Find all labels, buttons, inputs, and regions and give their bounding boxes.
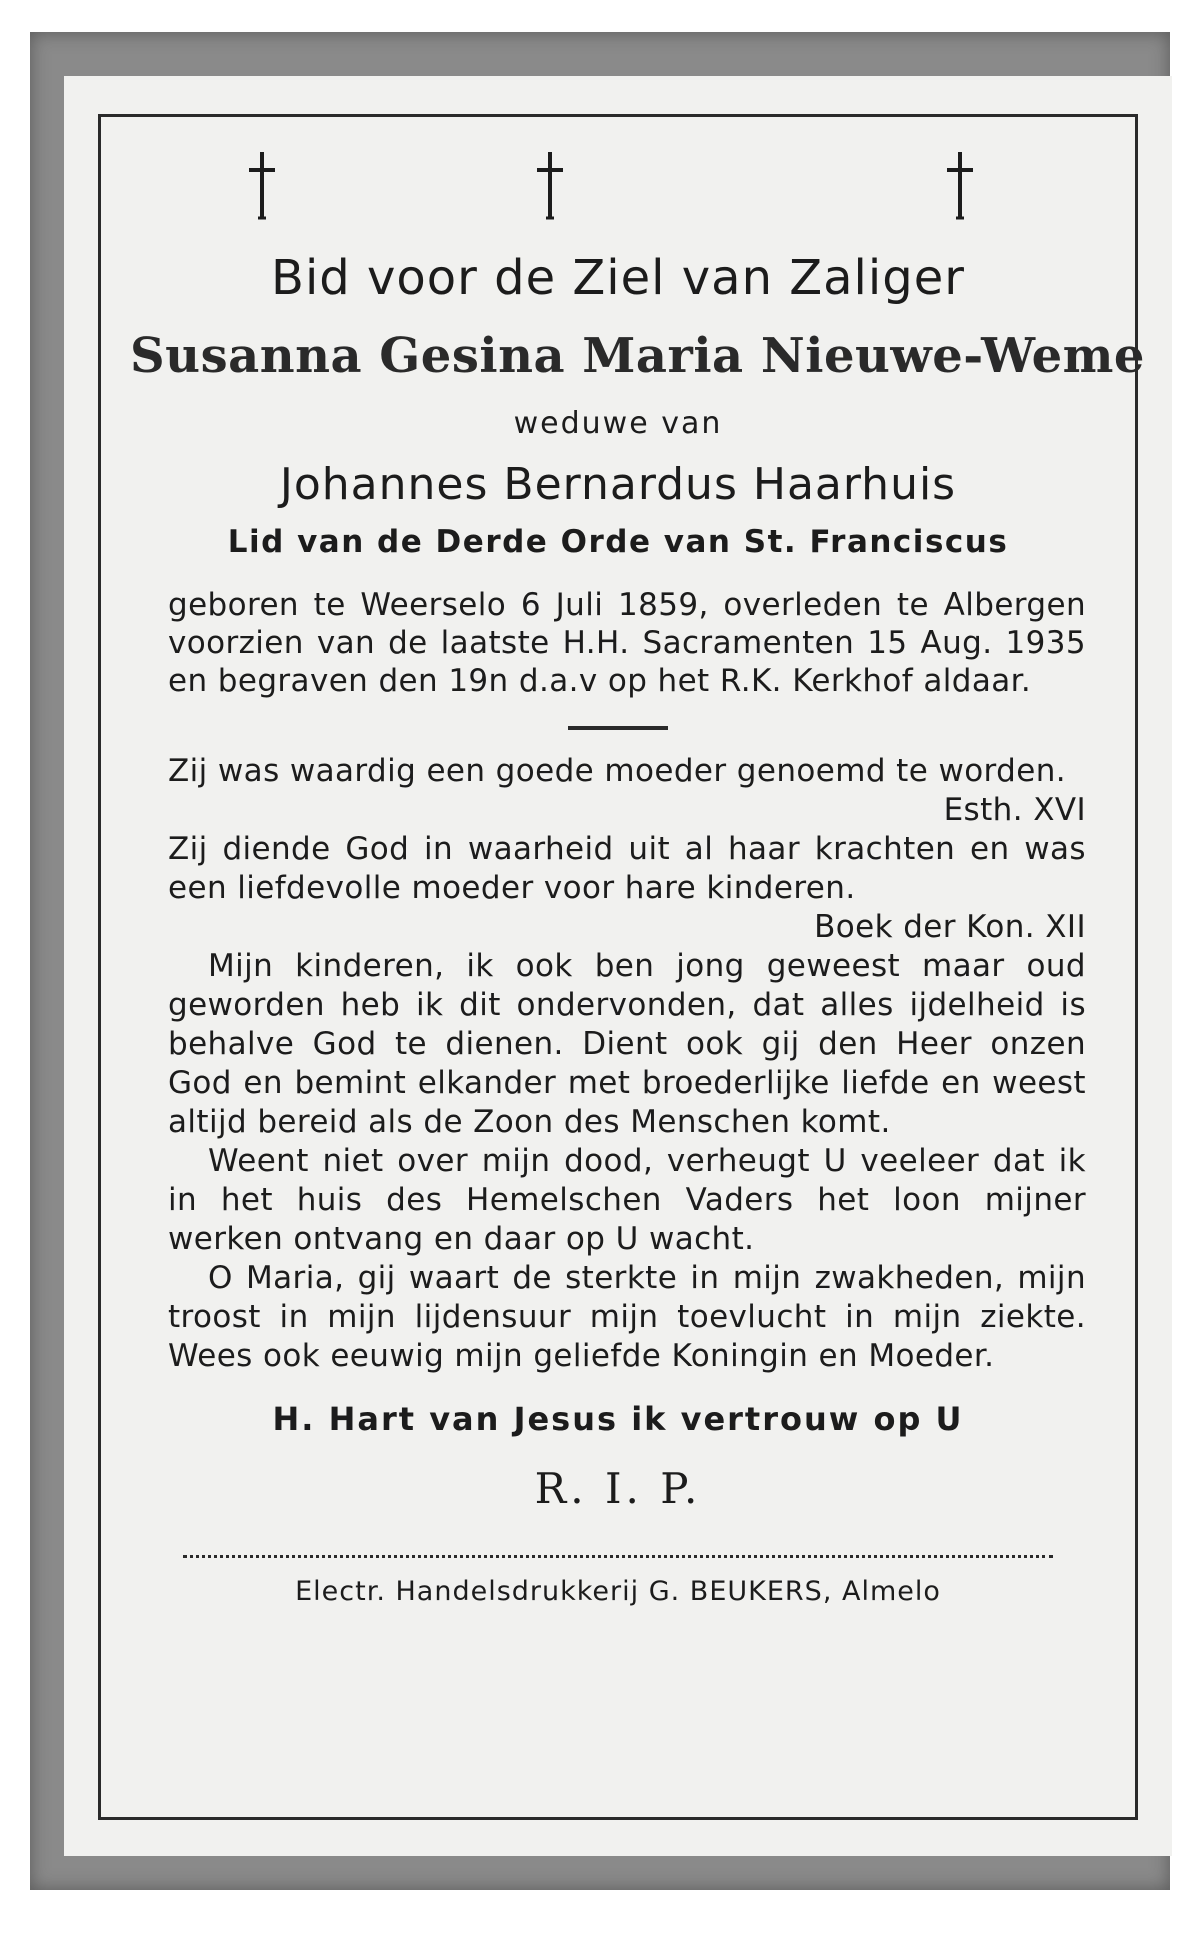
scripture-quotes: [130, 752, 1106, 1376]
separator-line: [568, 726, 668, 730]
widow-of-label: weduwe van: [513, 406, 723, 441]
quote-kings-ref: Boek der Kon. XII: [814, 909, 1086, 945]
quote-kings: [168, 830, 1086, 945]
quote-esther-text: Zij was waardig een goede moeder genoemd te worden.: [168, 753, 1067, 789]
husband-name: Johannes Bernardus Haarhuis: [279, 459, 957, 510]
quote-maria: O Maria, gij waart de sterkte in mijn zwakheden, mijn troost in mijn lijdensuur mijn toevlucht in mijn ziekte. Wees ook eeuwig mijn geliefde Koningin en Moeder.: [168, 1260, 1086, 1374]
printer-credit: Electr. Handelsdrukkerij G. BEUKERS, Almelo: [295, 1576, 941, 1607]
cross-icon: [940, 150, 980, 220]
quote-esther: [168, 752, 1086, 828]
cross-icon: [242, 150, 282, 220]
quote-children: Mijn kinderen, ik ook ben jong geweest maar oud geworden heb ik dit ondervonden, dat alles ijdelheid is behalve God te dienen. Dient ook gij den Heer onzen God en bemint elkander met broederlijke liefde en weest altijd bereid als de Zoon des Menschen komt.: [168, 948, 1086, 1140]
crosses-row: [130, 150, 1106, 242]
bottom-divider: [183, 1555, 1053, 1558]
quote-esther-ref: Esth. XVI: [943, 792, 1086, 828]
quote-mourning: Weent niet over mijn dood, verheugt U veeleer dat ik in het huis des Hemelschen Vaders het loon mijner werken ontvang en daar op U wacht.: [168, 1143, 1086, 1257]
quote-kings-text: Zij diende God in waarheid uit al haar krachten en was een liefdevolle moeder voor hare kinderen.: [168, 831, 1086, 906]
biography: [130, 586, 1106, 700]
prayer-title: Bid voor de Ziel van Zaliger: [271, 250, 965, 306]
biography-text: geboren te Weerselo 6 Juli 1859, overleden te Albergen voorzien van de laatste H.H. Sacramenten 15 Aug. 1935 en begraven den 19n d.a.v op het R.K. Kerkhof aldaar.: [168, 587, 1086, 699]
sacred-heart-prayer: H. Hart van Jesus ik vertrouw op U: [272, 1400, 964, 1438]
cross-icon: [530, 150, 570, 220]
memorial-card-content: [130, 150, 1145, 1607]
religious-order: Lid van de Derde Orde van St. Franciscus: [227, 524, 1009, 560]
rip-text: R. I. P.: [534, 1464, 702, 1513]
deceased-name: Susanna Gesina Maria Nieuwe-Weme: [130, 328, 1145, 384]
